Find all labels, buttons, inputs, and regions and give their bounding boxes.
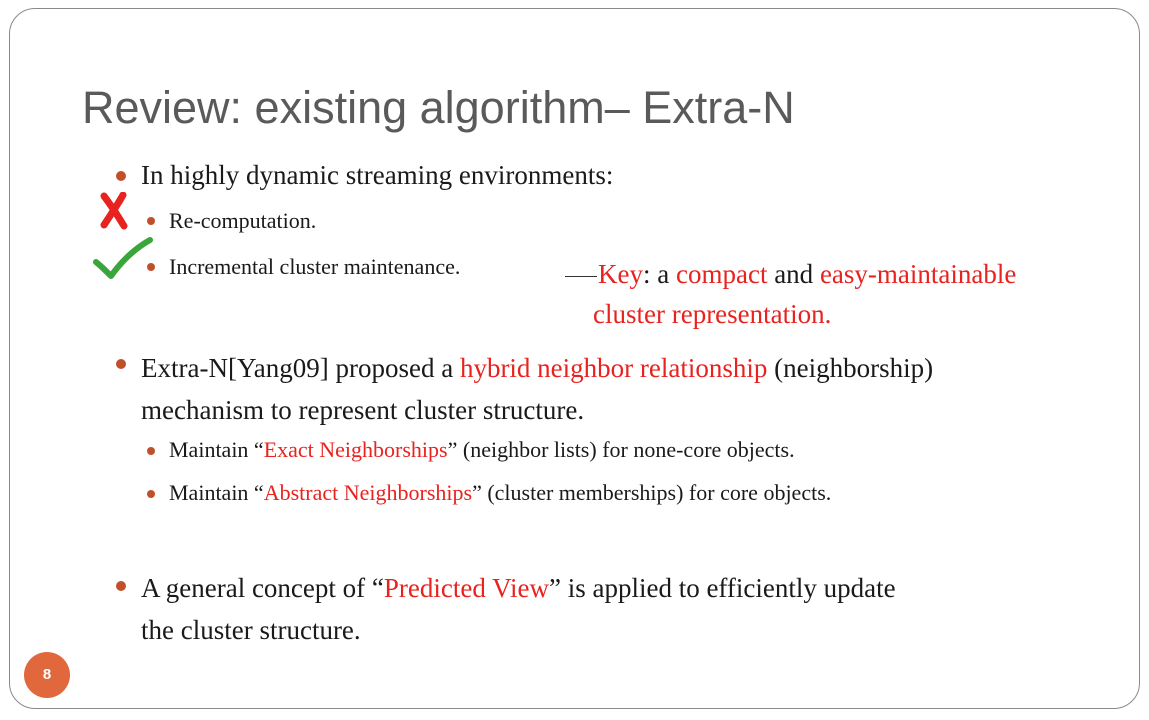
b2a-text: Maintain “ xyxy=(169,437,264,462)
slide-title: Review: existing algorithm– Extra-N xyxy=(82,82,795,133)
b2-text: (neighborship) xyxy=(767,353,934,383)
b2-text: Extra-N[Yang09] proposed a xyxy=(141,353,460,383)
key-label: Key xyxy=(598,259,643,289)
key-dash xyxy=(565,276,597,277)
bullet-extra-n xyxy=(141,347,933,431)
bullet-predicted-view xyxy=(141,567,896,651)
b2-line2: mechanism to represent cluster structure. xyxy=(141,395,585,425)
b2b-text: Maintain “ xyxy=(169,480,264,505)
bullet-dot xyxy=(116,359,126,369)
bullet-dot xyxy=(147,490,155,498)
b2b-text: ” (cluster memberships) for core objects. xyxy=(472,480,832,505)
bullet-dot xyxy=(116,171,126,181)
page-number-badge: 8 xyxy=(24,652,70,698)
predicted-view: Predicted View xyxy=(383,573,549,603)
bullet-dot xyxy=(147,217,155,225)
bullet-exact-neighborships xyxy=(169,437,795,463)
key-text: and xyxy=(767,259,820,289)
abstract-neighborships: Abstract Neighborships xyxy=(263,480,473,505)
cross-mark-icon xyxy=(98,192,130,230)
bullet-streaming-environments: In highly dynamic streaming environments: xyxy=(141,160,614,190)
bullet-recomputation: Re-computation. xyxy=(169,208,317,233)
bullet-incremental-maintenance: Incremental cluster maintenance. xyxy=(169,254,461,279)
key-note-line1 xyxy=(565,254,1016,294)
hybrid-neighbor-relationship: hybrid neighbor relationship xyxy=(459,353,768,383)
check-mark-icon xyxy=(92,236,154,282)
key-compact: compact xyxy=(675,259,768,289)
bullet-abstract-neighborships xyxy=(169,480,831,506)
key-note xyxy=(565,254,1016,334)
bullet-dot xyxy=(147,447,155,455)
b3-text: ” is applied to efficiently update xyxy=(548,573,896,603)
bullet-dot xyxy=(116,581,126,591)
exact-neighborships: Exact Neighborships xyxy=(263,437,448,462)
key-note-line2: cluster representation. xyxy=(593,299,832,329)
key-text: : a xyxy=(642,259,676,289)
b3-line2: the cluster structure. xyxy=(141,615,361,645)
b2a-text: ” (neighbor lists) for none-core objects. xyxy=(447,437,795,462)
b3-text: A general concept of “ xyxy=(141,573,384,603)
key-easy-maintainable: easy-maintainable xyxy=(819,259,1017,289)
